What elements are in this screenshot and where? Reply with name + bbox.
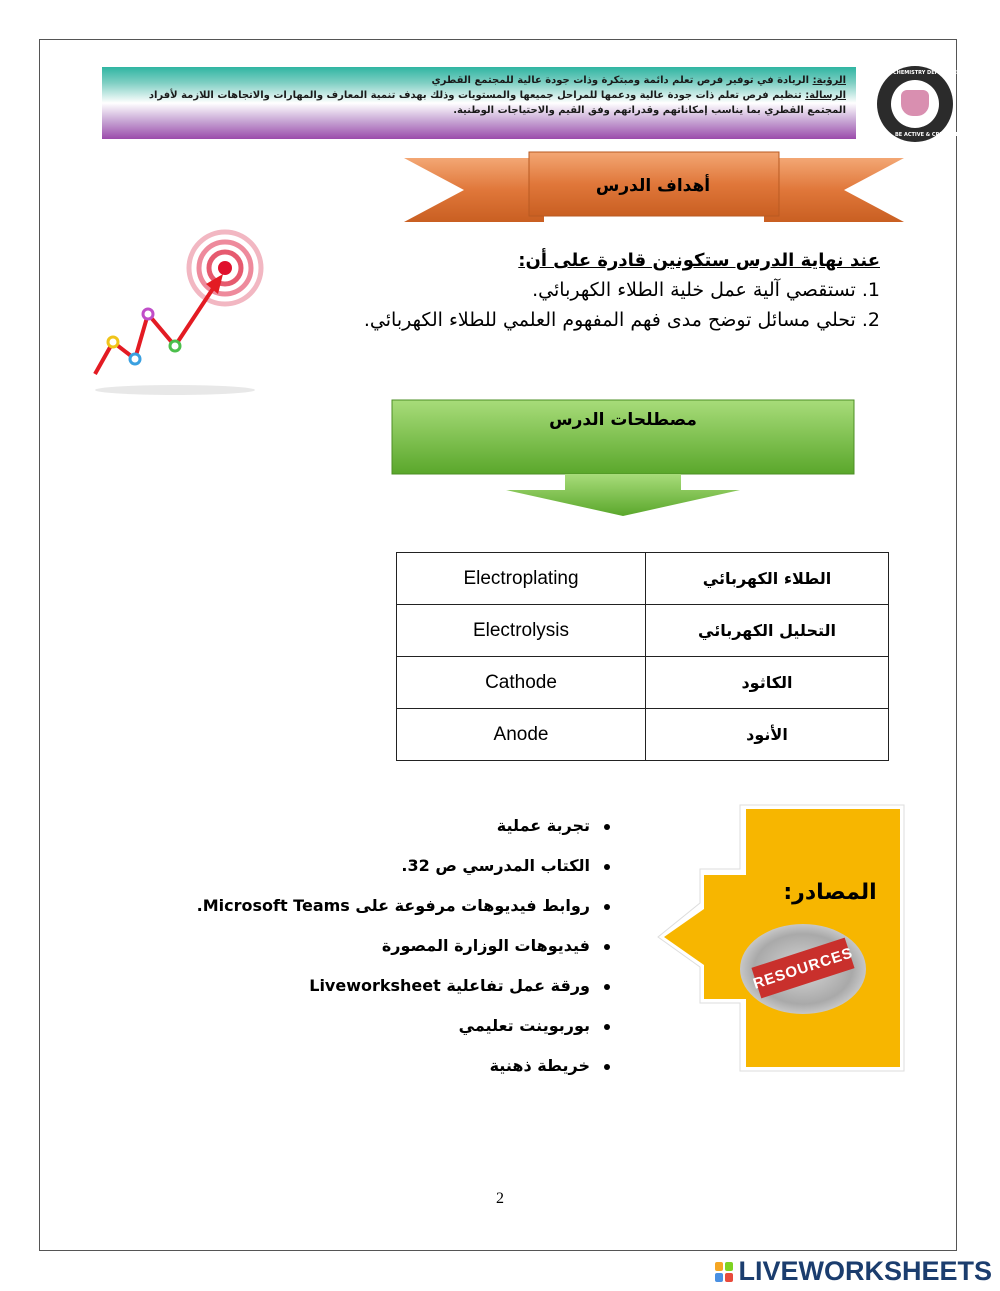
logo-top-text: CHEMISTRY DEPARTMENT xyxy=(893,70,965,76)
list-item xyxy=(197,968,610,1008)
vision-line xyxy=(112,73,846,88)
term-ar: الكاثود xyxy=(646,657,889,709)
resource-text: خريطة ذهنية xyxy=(489,1056,590,1075)
page-number: 2 xyxy=(496,1190,504,1207)
resource-text: الكتاب المدرسي ص 32. xyxy=(401,856,590,875)
flask-icon xyxy=(901,90,929,116)
vision-text: الريادة في توفير فرص تعلم دائمة ومبتكرة وذات جودة عالية للمجتمع القطري xyxy=(431,75,813,86)
list-item xyxy=(197,1048,610,1088)
table-row xyxy=(397,605,889,657)
mission-text: تنظيم فرص تعلم ذات جودة عالية ودعمها للمراحل جميعها والمستويات وذلك بهدف تنمية المعارف والمهارات والاتجاهات اللازمة لأفراد المجتمع القطري بما يناسب إمكاناتهم وقدراتهم وفق القيم والاحتياجات الوطنية. xyxy=(148,90,846,116)
resource-text: بوربوينت تعليمي xyxy=(458,1016,590,1035)
term-en: Cathode xyxy=(397,657,646,709)
vision-label: الرؤية: xyxy=(812,75,846,86)
resources-image xyxy=(740,924,866,1014)
list-item xyxy=(197,1008,610,1048)
bullet-icon xyxy=(604,1024,610,1030)
logo-bottom-text: BE ACTIVE & CREATIVE xyxy=(895,132,959,138)
bullet-icon xyxy=(604,984,610,990)
table-row xyxy=(397,709,889,761)
objectives-intro: عند نهاية الدرس ستكونين قادرة على أن: xyxy=(518,250,880,271)
objective-item-2: 2. تحلي مسائل توضح مدى فهم المفهوم العلمي للطلاء الكهربائي. xyxy=(363,309,880,331)
objectives-ribbon xyxy=(404,150,904,225)
table-row xyxy=(397,657,889,709)
resources-label: المصادر: xyxy=(783,880,877,905)
term-ar: الأنود xyxy=(646,709,889,761)
liveworksheets-brand: LIVEWORKSHEETS xyxy=(738,1256,992,1286)
resources-list xyxy=(197,808,610,1088)
term-ar: الطلاء الكهربائي xyxy=(646,553,889,605)
mission-line xyxy=(112,88,846,118)
terms-table xyxy=(396,552,889,761)
objective-item-1: 1. تستقصي آلية عمل خلية الطلاء الكهربائي. xyxy=(532,279,880,301)
resource-text: تجربة عملية xyxy=(496,816,590,835)
target-growth-icon xyxy=(85,222,265,402)
list-item xyxy=(197,848,610,888)
objectives-title: أهداف الدرس xyxy=(595,176,711,196)
terms-title: مصطلحات الدرس xyxy=(549,410,697,430)
chemistry-department-logo xyxy=(877,66,965,142)
bullet-icon xyxy=(604,864,610,870)
bullet-icon xyxy=(604,904,610,910)
table-row xyxy=(397,553,889,605)
resource-text: فيديوهات الوزارة المصورة xyxy=(381,936,590,955)
resource-text: ورقة عمل تفاعلية Liveworksheet xyxy=(309,976,590,995)
term-en: Electroplating xyxy=(397,553,646,605)
term-en: Anode xyxy=(397,709,646,761)
resources-stamp: RESOURCES xyxy=(751,938,854,999)
bullet-icon xyxy=(604,1064,610,1070)
list-item xyxy=(197,808,610,848)
objectives-section xyxy=(320,250,880,335)
vision-mission-banner xyxy=(102,67,856,139)
term-en: Electrolysis xyxy=(397,605,646,657)
term-ar: التحليل الكهربائي xyxy=(646,605,889,657)
bullet-icon xyxy=(604,824,610,830)
bullet-icon xyxy=(604,944,610,950)
resource-text: روابط فيديوهات مرفوعة على Microsoft Teams. xyxy=(196,896,590,915)
list-item xyxy=(197,888,610,928)
mission-label: الرسالة: xyxy=(805,90,846,101)
list-item xyxy=(197,928,610,968)
liveworksheets-logo[interactable] xyxy=(714,1256,992,1287)
liveworksheets-icon xyxy=(714,1261,734,1283)
